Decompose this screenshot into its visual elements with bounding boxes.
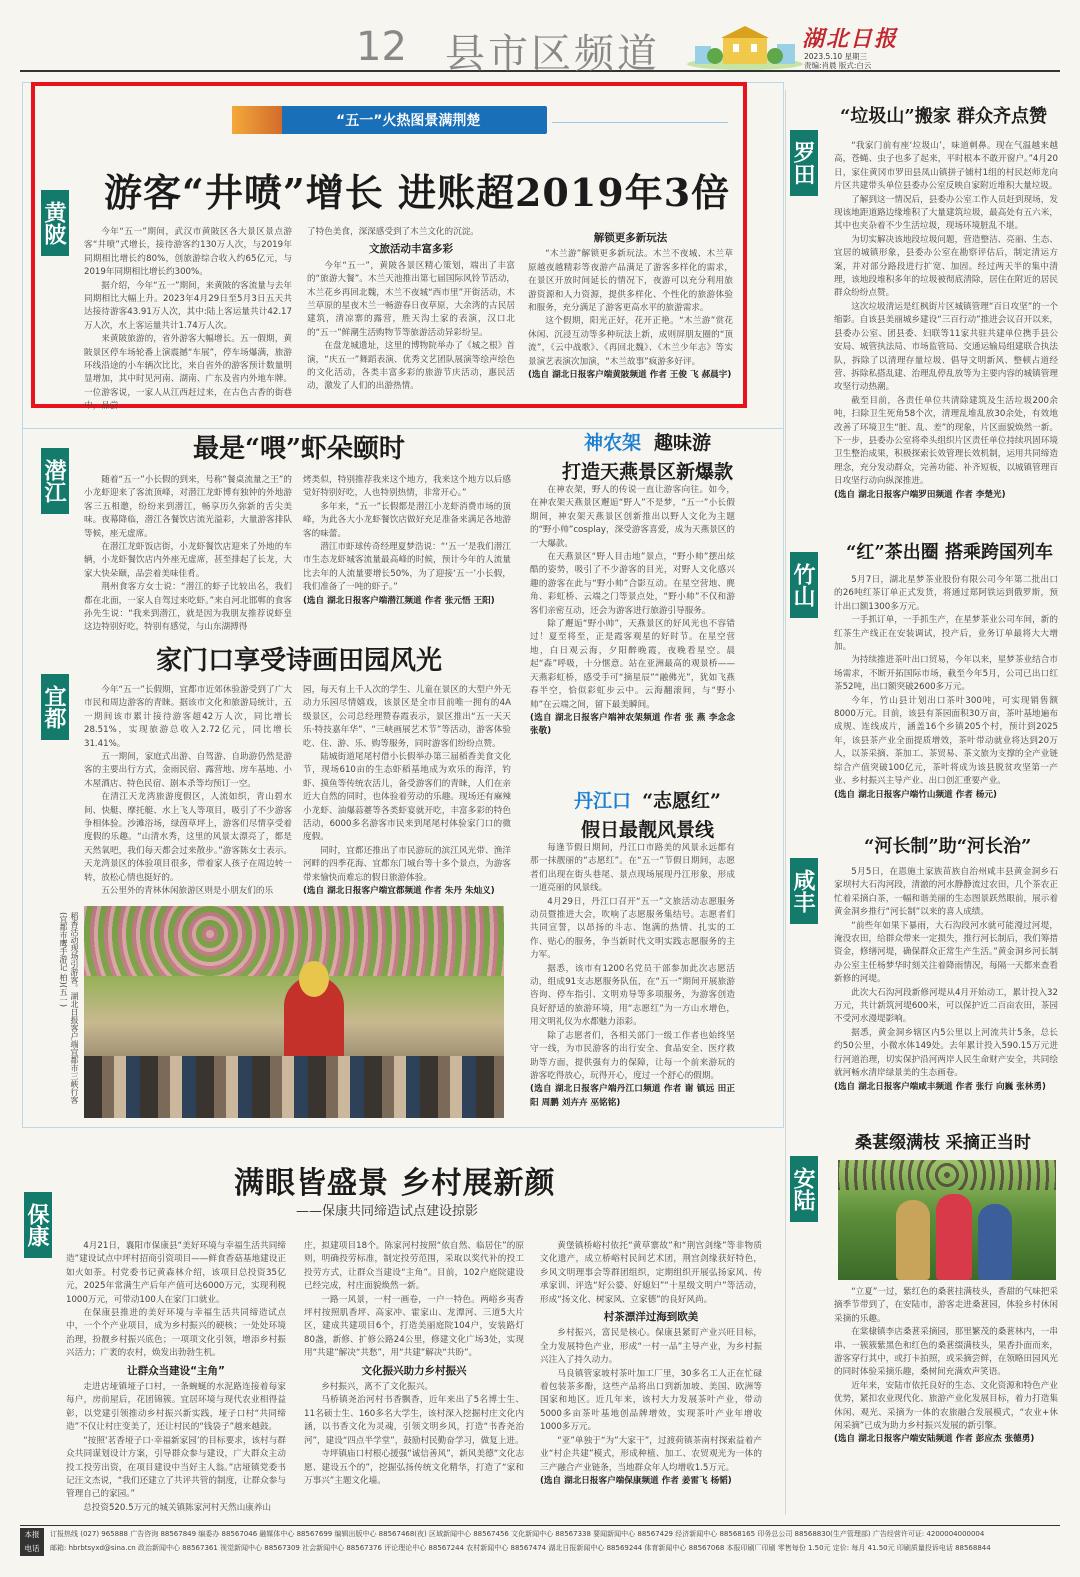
footer-contacts-row-1: 订报热线 (027) 965888 广告咨询 88567849 编委办 88567046 融媒体中心 88567699 编辑出版中心 88567468(夜) 区域新闻中心 88567456 文化新闻中心 88567338 要闻新闻中心 88567429 经济新闻中心 88568165 印务总公司 88568830(生产管理部) 广告经营许可证: 4200004000004	[50, 1530, 985, 1538]
shennongjia-headline	[540, 428, 755, 484]
headline-line-2: 假日最靓风景线	[580, 819, 714, 841]
subheading: 解锁更多新玩法	[593, 232, 668, 244]
paragraph: 了解到这一情况后，县委办公室工作人员赶到现场，发现该地距道路边缘堆积了大量建筑垃圾，最高处有五六米，其中也夹杂着不少生活垃圾，现场环境脏乱不堪。	[834, 194, 1058, 232]
paragraph: 为持续推进茶叶出口贸易，今年以来，星梦茶业结合市场需求，不断开拓国际市场，截至今年5月，公司已出口红茶52吨，出口额突破2600多万元。	[834, 655, 1058, 693]
credit-line: (选自 湖北日报客户端安陆频道 作者 彭应杰 张德勇)	[834, 1434, 1035, 1445]
subheading: 让群众当建设“主角”	[127, 1364, 225, 1377]
headline-text: “志愿红”	[642, 790, 721, 812]
credit-line: (选自 湖北日报客户端潜江频道 作者 张元悟 王阳)	[303, 595, 495, 606]
subheading: 文化振兴助力乡村振兴	[361, 1364, 467, 1377]
paragraph: 在棠棣镇李店桑葚采摘园，那里繁茂的桑葚林内，一串串、一簇簇紫黑色和红色的桑葚缀满枝头，果香扑面而来，游客穿行其中，或打卡拍照，或采摘尝鲜，在领略田园风光的同时体验采摘乐趣，桑树间充满欢声笑语。	[834, 1327, 1058, 1378]
county-label-baokang: 保康	[24, 1192, 52, 1258]
headline-text: 趣味游	[654, 432, 712, 454]
paragraph: 这次垃圾清运是红枫街片区城镇管理“百日攻坚”的一个缩影。自该县美丽城乡建设“三百行动”推进会议召开以来，县委办公室、团县委、妇联等11家共驻共建单位携手县公安局、城管执法局、市场监管局、交通运输局组建联合执法队，拆除了以清理存量垃圾、倡导文明新风、整顿占道经营、拆除私搭乱建、治理乱停乱放等为主要内容的城镇管理攻坚行动热潮。	[834, 301, 1058, 393]
paragraph: 除了志愿者们，各相关部门一级工作者也始终坚守一线，为市民游客的出行安全、食品安全、医疗救助等方面，提供强有力的保障，让每一个前来游玩的游客吃得放心，玩得开心，度过一个舒心的假期。	[530, 1030, 735, 1081]
paragraph: 陆城街道尾尾村借小长假举办第三届稻香美食文化节，现场610亩的生态虾稻基地成为欢乐的海洋，钓虾、摸鱼等传统农活儿，备受游客们的青睐，人们在亲近大自然的同时，也体验着劳动的乐趣。现场还有麻辣小龙虾、油爆蒜薹等各类虾宴就开吃，丰富多彩的特色活动，6000多名游客市民来到尾尾村体验家门口的微度假。	[303, 752, 511, 843]
paragraph: “按照‘茗香垭子口·幸福新家园’的目标要求，该村与群众共同谋划设计方案，引导群众参与建设，广大群众主动投工投劳出资，在项目建设中当好主人翁。”店垭镇党委书记汪文杰说，“我们还建立了共评共管的制度，让群众参与管理自己的家园。”	[66, 1435, 286, 1500]
baokang-headline: 满眼皆盛景 乡村展新颜	[234, 1166, 556, 1201]
paragraph: 今年“五一”，黄陂各景区精心策划，端出了丰富的“旅游大餐”。木兰天池推出第七届国际风铃节活动，木兰花乡再回北魏，木兰不夜城“西市里”开街活动，木兰草原的星夜木兰一畅游春日夜草原，大余湾的古民居建筑，清凉寨的露营，胜天沟土家的表演，汉口北的“五一”鲜潮生活购物节等旅游活动异彩纷呈。	[307, 260, 515, 338]
credit-line: (选自 湖北日报客户端神农架频道 作者 张 燕 李念念 张敬)	[530, 712, 735, 737]
footer-label-bottom: 电话	[24, 1544, 40, 1553]
qianjiang-headline: 最是“喂”虾朵颐时	[193, 434, 405, 464]
photo-performer-face	[299, 961, 329, 997]
luotian-headline: “垃圾山”搬家 群众齐点赞	[840, 106, 1047, 127]
paragraph: 5月5日，在恩施土家族苗族自治州咸丰县黄金洞乡石家坝村大石沟河段，清澈的河水静静流过农田，几个茶农正忙着采摘白茶，一幅和谐美丽的生态图景跃然眼前，展示着黄金洞乡推行“河长制”以来的喜人成绩。	[834, 867, 1058, 918]
paragraph: 乡村振兴，富民是核心。保康县紧盯产业兴旺目标，全力发展特色产业，形成“一村一品”主导产业，为乡村振兴注入了持久动力。	[540, 1328, 762, 1366]
subheading: 文旅活动丰富多彩	[369, 243, 453, 256]
paragraph: 每逢节假日期间，丹江口市路美的风景永远都有那一抹靓丽的“志愿红”。在“五一”节假日期间，志愿者们出现在街头巷尾、景点现场展现丹江形象，形成一道亮丽的风景线。	[530, 843, 735, 894]
paragraph: 这个假期，阳光正好，花开正艳。“木兰游”赏花休闲、沉浸互动等多种玩法上新，成则屏朋友圈的“顶流”，《云中战歌》、《再回北魏》、《木兰少年志》等实景演艺表演次加演，“木兰故事”疯游多好评。	[528, 316, 733, 367]
qianjiang-column-1	[84, 474, 292, 633]
paragraph: 寺坪镇庙口村根心援强“诚信善风”，新风美德“文化志愿、建设五个的”，挖掘弘扬传统文化精华，打造了“家和万事兴”主题文化墙。	[304, 1449, 524, 1486]
footer-contacts-row-2: 邮箱: hbrbtsyxd@sina.cn 政治新闻中心 88567361 视觉新闻中心 88567309 社会新闻中心 88567376 评论理论中心 88567244 农村新闻中心 88567474 湖北日报新闻中心 88569244 体育新闻中心 88567068 本报印刷厂印刷 零售每份 1.50元 定价: 每月 41.50元 印刷质量投诉电话 88568844	[50, 1544, 991, 1552]
paragraph: 黄堡镇桥峪村依托“黄草寨故”和“荆宫剑缘”等非物质文化遗产，成立桥峪村民间艺术团，荆宫剑缘获好特色，乡风文明理事会等群团组织，定期组织开展弘扬家风、传承家训、评选“好公婆、好媳妇”“十星级文明户”等活动，形成“扬文化、树家风、立家德”的良好风尚。	[540, 1241, 762, 1305]
paragraph: 截至目前，各责任单位共清除建筑及生活垃圾200余吨，扫除卫生死角58个次，清理乱堆乱放30余处，有效地改善了环境卫生“脏、乱、差”的现象，片区面貌焕然一新。下一步，县委办公室将牵头组织片区责任单位持续巩固环境卫生整治成果，积极探索长效管理长效机制，运用共同缔造理念，充分发动群众，完善功能、补齐短板，以城镇管理百日攻坚行动向纵深推进。	[834, 395, 1058, 487]
paragraph: 为切实解决该地段垃圾问题，营造整洁、亮丽、生态、宜居的城镇形象，县委办公室在勘察评估后，制定清运方案，并对部分路段进行扩宽、加固。经过两天半的集中清理，该地段堆积多年的垃圾被彻底清除，居住在附近的居民群众纷纷点赞。	[834, 234, 1058, 299]
zhushan-headline: “红”茶出圈 搭乘跨国列车	[846, 542, 1053, 563]
yidu-column-1	[84, 684, 292, 896]
paragraph: 今年“五一”长假期，宜都市近郊休验游受到了广大市民和周边游客的青睐。据该市文化和旅游局统计，五一期间该市累计接待游客超42万人次，同比增长28.51%，实现旅游总收入2.72亿元，同比增长31.41%。	[84, 685, 292, 749]
anlu-column	[834, 1286, 1058, 1518]
credit-line: (选自 湖北日报客户端保康频道 作者 姜雷飞 杨韬)	[540, 1475, 732, 1486]
anlu-children-photo	[838, 1160, 1056, 1280]
yidu-column-2	[303, 684, 511, 896]
yidu-photo-caption: 稻香活动现场引游客。湖北日报客户端宜都市三峡行客(宜都市鹰手游记 柏)(五一)	[59, 912, 79, 1104]
credit-line: (选自 湖北日报客户端罗田频道 作者 李楚光)	[834, 489, 1006, 500]
page-number: 12	[356, 24, 407, 70]
county-label-qianjiang: 潜江	[41, 448, 69, 514]
county-label-huangpi: 黄陂	[41, 190, 69, 256]
paragraph: 来黄陂旅游的，省外游客大幅增长。五一假期，黄陂景区停车场轮番上演震撼“车展”，停车场爆满，旅游环线沿途的小车辆次比比，来自省外的游客预计数量明显增加，其中时见河南、湖南、广东及省内外地车牌。一位游客说，一家人从江西赶过来，在古色古香的街巷中，品尝	[84, 334, 292, 412]
yidu-festival-photo	[84, 906, 504, 1118]
paragraph: 此次大石沟河段新修河堤从4月开始动工，累计投入32万元，共计新筑河堤600米，可以保护近二百亩农田，茶园不受河水漫堤影响。	[834, 987, 1058, 1025]
county-label-zhushan: 竹山	[790, 552, 818, 618]
paragraph: 今年“五一”期间，武汉市黄陂区各大景区景点游客“井喷”式增长，接待游客约130万人次，与2019年同期相比增长约80%，创旅游综合收入约65亿元，与2019年同期相比增长约300%。	[84, 227, 292, 278]
paragraph: 马桥镇尧治河村书香飘香，近年来出了5名博士生、11名硕士生、160多名大学生，该村深入挖掘村庄文化内涵，以书香文化为灵魂，引领文明乡风，打造“书香尧治河”，建设“四点半学堂”，鼓励村民勤奋学习，做复上进。	[304, 1395, 524, 1446]
page-header	[20, 20, 1060, 77]
yidu-headline: 家门口享受诗画田园风光	[156, 646, 443, 676]
paragraph: 今年，竹山县计划出口茶叶300吨，可实现销售额8000万元。目前，该县有茶园面积30万亩，茶叶基地遍布成规、连线成片，涵盖16个乡镇205个村，预计到2025年，该县茶产业全面提质增效，茶叶带动就业将达到20万人，以茶采摘、茶加工、茶贸易、茶文旅为支撑的全产业链综合产值突破100亿元，茶叶将成为该县脱贫攻坚第一产业、乡村振兴主导产业、出口创汇重要产业。	[834, 695, 1058, 787]
paragraph: 5月7日，湖北星梦茶业股份有限公司今年第二批出口的26吨红茶订单正式发货，将通过郑阿铁运到俄罗斯，预计出口额1300多万元。	[834, 575, 1058, 612]
paragraph: 近年来，安陆市依托良好的生态、文化资源和特色产业优势，紧扣农业现代化、旅游产业化发展目标，着力打造集休闲、观光、采摘为一体的农旅融合发展模式，“农业+休闲采摘”已成为助力乡村振兴发展的新引擎。	[834, 1380, 1058, 1432]
paragraph: 在天燕景区“野人目击地”景点，“野小帅”摆出炫酷的姿势，吸引了不少游客的目光，对野人文化感兴趣的游客在此与“野小帅”合影互动。在星空营地、麂角、彩虹桥、云端之门等景点处，“野小帅”不仅和游客们亲密互动，还会为游客进行旅游引导服务。	[530, 552, 735, 616]
page-footer	[20, 1525, 1060, 1560]
paragraph: 乡村振兴，离不了文化振兴。	[321, 1382, 433, 1393]
danjiangkou-headline	[540, 786, 755, 842]
photo-flowers	[84, 906, 504, 976]
photo-child-2	[936, 1194, 972, 1280]
paragraph: 烤类似，特别推荐我来这个地方，我来这个地方以后感觉好特别好吃，人也特别热情，非常开心。”	[303, 475, 511, 499]
city-skyline-illustration	[685, 24, 805, 70]
credit-line: (选自 湖北日报客户端竹山频道 作者 杨元)	[834, 789, 997, 800]
county-label-xianfeng: 咸丰	[790, 858, 818, 924]
paragraph: 4月29日，丹江口召开“五一”文旅活动志愿服务动员暨推进大会，吹响了志愿服务集结号。志愿者们共同宣誓，以昂扬的斗志、饱满的热情、扎实的工作、贴心的服务，争当新时代文明实践志愿服务的主力军。	[530, 896, 735, 961]
paragraph: 一路一风景，一村一画卷，一户一特色。两峪乡夷香坪村按照肌香坪、高家冲、霍家山、龙潭河、三道5大片区，建成共建项目6个，打造美丽庭院104户，安装路灯80盏，新修、扩修公路24公里，修建文化广场3处，实现用“共建”解决“共愁”，用“共建”解决“共盼”。	[304, 1294, 524, 1359]
paragraph: 据悉，黄金洞乡辖区内5公里以上河流共计5条，总长约50公里，小微水体149处。去年累计投入590.15万元进行河道治理，切实保护沿河两岸人民生命财产安全，共同绘就河畅水清岸绿景美的生态画卷。	[834, 1027, 1058, 1079]
huangpi-column-3	[528, 232, 733, 404]
headline-place-name: 丹江口	[574, 790, 632, 812]
county-label-anlu: 安陆	[790, 1156, 818, 1222]
editor-line: 责编:肖晨 版式:白云	[804, 61, 872, 70]
huangpi-column-1	[84, 226, 292, 412]
paragraph: 除了邂逅“野小帅”，天燕景区的好风光也不容错过！夏至将至，正是霞客观星的好时节。在星空营地，白日观云海，夕阳醉晚霞，夜晚看星空。晨起“森”呼吸，十分惬意。站在亚洲最高的观景桥——天燕彩虹桥，感受手可“摘星辰”“融佛光”，犹如飞燕春半空，恰似彩虹步云中。云海翻滚间，与“野小帅”在云端之间，留下最美瞬间。	[530, 619, 735, 710]
paragraph: 随着“五一”小长假的到来，号称“餐桌流量之王”的小龙虾迎来了客流顶峰，对潜江龙虾博有独钟的外地游客三五相邀，纷纷来到潜江，畅享历久弥新的舌尖美味。夜幕降临，潜江各餐饮店流光溢彩，大量游客排队等候，座无虚席。	[84, 475, 292, 539]
credit-line: (选自 湖北日报客户端咸丰频道 作者 张行 向巍 张林勇)	[834, 1081, 1046, 1092]
paragraph: “立夏”一过，紫红色的桑葚挂满枝头，香甜的气味把采摘季节带到了，在安陆市，游客走进桑葚园，体验乡村休闲采摘的乐趣。	[834, 1287, 1058, 1324]
banner	[232, 106, 547, 134]
paragraph: “亚”单独于“为”大家干”，过渡荷镇茶南村探索益着产业“村企共建”模式，形成种植、加工、农贸观光为一体的三产融合产业链条，当地群众年人均增收1.5万元。	[540, 1435, 762, 1473]
shennongjia-column	[530, 484, 735, 746]
baokang-column-1	[66, 1240, 286, 1518]
paragraph: 一手抓订单，一手抓生产，在星梦茶业公司车间，新的红茶生产线正在安装调试，投产后，业务订单最将大大增加。	[834, 615, 1058, 653]
huangpi-column-2	[307, 226, 515, 404]
lead-headline: 游客“井喷”增长 进账超2019年3倍	[104, 170, 731, 215]
danjiangkou-column	[530, 842, 735, 1120]
date-line: 2023.5.10 星期三	[804, 52, 868, 61]
paragraph: “木兰游”解锁更多新玩法。木兰不夜城、木兰草原越夜越精彩等夜游产品满足了游客多样化的需求，在景区开放时间延长的情况下，夜游可以充分利用旅游资源和人力资源，提供多样化、个性化的旅游体验和服务，充分满足了游客更高水平的旅游需求。	[528, 249, 733, 314]
section-title: 县市区频道	[445, 31, 660, 77]
paragraph: 据悉，该市有1200名党员干部参加此次志愿活动，组成91支志愿服务队伍，在“五一”期间开展旅游咨询、停车指引、文明劝导等多项服务，为游客创造良好舒适的旅游环境，用“志愿红”为一方山水增色，用文明礼仪为水都魅力添彩。	[530, 963, 735, 1028]
paragraph: “前些年如果下暴雨，大石沟段河水就可能漫过河堤，淹没农田，给群众带来一定损失，推行河长制后，我们筹措资金，修缮河堤，确保群众正常生产生活。”黄金洞乡河长制办公室主任杨梦华时刻关注着降雨情况，每隔一天都来查看新修的河堤。	[834, 920, 1058, 985]
headline-place-name: 神农架	[583, 432, 641, 454]
paragraph: 五公里外的青林休闲旅游区则是小朋友们的乐	[101, 886, 274, 897]
banner-title: “五一”火热图景满荆楚	[336, 113, 481, 129]
paragraph: 在神农架，野人的传说一直让游客向往。如今，在神农架天燕景区邂逅“野人”不是梦，“五一”小长假期间，神农架天燕景区创新推出以野人文化为主题的“野小帅”cosplay，深受游客喜爱，成为天燕景区的一大爆款。	[530, 485, 735, 549]
paragraph: 潜江市虾球传奇经理夏梦浩说：“‘五一’是我们潜江市生态龙虾城客流量最高峰的时候，预计今年的人流量比去年的人流量要增长50%，为了迎接‘五一’小长假，我们准备了一吨的虾子。”	[303, 542, 511, 593]
paragraph: 马良镇管家坡村茶叶加工厂里，30多名工人正在忙碌着包装茶多酚，这些产品将出口到新加坡、美国、欧洲等国家和地区。近几年来，该村大力发展茶叶产业，带动5000多亩茶叶基地创品牌增效，实现茶叶产业年增收1000多万元。	[540, 1368, 762, 1433]
zhushan-column	[834, 574, 1058, 802]
credit-line: (选自 湖北日报客户端黄陂频道 作者 王俊 飞 郝晨宇)	[528, 370, 732, 381]
footer-label-top: 本报	[24, 1530, 40, 1539]
footer-label	[20, 1528, 44, 1556]
banner-illustration	[232, 106, 282, 134]
baokang-column-3	[540, 1240, 762, 1518]
paragraph: 多年来，“五一”长假都是潜江小龙虾消费市场的顶峰，为此各大小龙虾餐饮店做好充足准备来满足各地游客的味蕾。	[303, 501, 511, 539]
anlu-headline: 桑葚缀满枝 采摘正当时	[855, 1133, 1031, 1153]
photo-crowd	[84, 1056, 504, 1118]
photo-child-3	[978, 1204, 1012, 1280]
headline-line-2: 打造天燕景区新爆款	[561, 461, 733, 483]
county-label-yidu: 宜都	[41, 674, 69, 740]
xianfeng-column	[834, 866, 1058, 1116]
paragraph: 庄，拟建项目18个。陈家河村按照“依自然、临居住”的原则，明确投劳标准，制定投劳范围，采取以奖代补的投工投劳方式，让群众当建设“主角”。目前，102户庭院建设已经完成，村庄面貌焕然一新。	[304, 1241, 524, 1292]
paragraph: 在盘龙城遗址，这里的博物院举办了《城之根》首演，“庆五一”舞蹈表演、优秀文艺团队展演等绘声绘色的文化活动，各类丰富多彩的旅游节庆活动，惠民活动，激发了人们的出游热情。	[307, 341, 515, 392]
paragraph: 据介绍，今年“五一”期间，来黄陂的客流量与去年同期相比大幅上升。2023年4月29日至5月3日五天共达接待游客43.91万人次，其中:陆上客运量共计42.17万人次，水上客运量共计1.74万人次。	[84, 280, 292, 331]
paragraph: 在保康县推进的美好环境与幸福生活共同缔造试点中，一个个产业项目，成为乡村振兴的硬核；一处处环境治理，扮靓乡村振兴底色；一项项文化引领，增添乡村振兴活力；广袤的农村，焕发出勃勃生机。	[66, 1308, 286, 1359]
photo-child-1	[896, 1200, 930, 1280]
paragraph: 了特色美食，深深感受到了木兰文化的沉淀。	[307, 227, 479, 237]
paragraph: 同时，宜都还推出了市民游玩的滨江风光带、渔洋河畔的四季花海、宜都东门城台等十多个景点，为游客带来愉快而难忘的假日旅游体验。	[303, 845, 511, 883]
paragraph: 荆州食客方女士说：“潜江的虾子比较出名，我们都在北面，一家人自驾过来吃虾。”来自河北邯郸的食客孙先生说：“我来到潜江，就是因为我朋友推荐说虾皇这边特别好吃，特别有感觉，与山东湖搏得	[84, 582, 292, 633]
paragraph: 五一期间，家庭式出游、自驾游、自助游仍然是游客的主要出行方式，金雨民宿、露营地、房车基地、小木屋酒店、特色民宿、剧本杀等均预订一空。	[84, 752, 292, 789]
photo-berries	[838, 1160, 1056, 1190]
paragraph: 在清江天龙湾旅游度假区，人流如织，青山碧水间、快艇、摩托艇、水上飞人等项目，吸引了不少游客争相体验。沙滩浴场，绿茵草坪上，游客们尽情享受着度假的乐趣。“山清水秀，这里的风景太漂亮了，都是天然氧吧，我们每天都会过来散步。”游客陈女士表示。天龙湾景区的体验项目很多，带着家人孩子在周边转一转，放松心情也挺好的。	[84, 792, 292, 883]
credit-line: (选自 湖北日报客户端宜都频道 作者 朱丹 朱灿义)	[303, 886, 495, 897]
baokang-column-2	[304, 1240, 524, 1518]
paragraph: 走进店垭镇垭子口村，一条蜿蜒的水泥路连接着每家每户，房前屋后，花团锦簇。宜居环境与现代农业相得益彰，以党建引领推动乡村振兴新实践，垭子口村“共同缔造”不仅让村庄变美了，还让村民的“钱袋子”越来越鼓。	[66, 1382, 286, 1433]
paragraph: 园，每天有上千人次的学生、儿童在景区的大型户外无动力乐园尽情嬉戏，该景区是全市目前唯一拥有的4A级景区，公司总经理赞春霞表示，景区推出“五一天天乐·特技嘉年华”、“三峡画展艺术节”等活动，游客体验吃、住、游、乐、购等服务，同时游客们纷纷点赞。	[303, 685, 511, 749]
paragraph: 4月21日，襄阳市保康县“美好环境与幸福生活共同缔造”建设试点中坪村招商引资项目——鲜食香菇基地建设正如火如荼。村党委书记黄森林介绍，该项目总投资35亿元，2025年常满生产后年产值可达6000万元，实现利税1000万元，可带动100人在家门口就业。	[66, 1241, 286, 1305]
subheading: 村茶漂洋过海到欧美	[603, 1311, 699, 1324]
credit-line: (选自 湖北日报客户端丹江口频道 作者 谢 镇远 田正阳 周鹏 刘卉卉 巫铭铭)	[530, 1084, 735, 1108]
banner-rule-right	[552, 122, 728, 123]
paragraph: 总投资520.5万元的城关镇陈家河村天然山康养山	[83, 1502, 272, 1513]
baokang-subheadline: ——保康共同缔造试点建设掠影	[296, 1204, 479, 1219]
sidebar-divider	[785, 90, 786, 1515]
paragraph: 在潜江龙虾饭店街，小龙虾餐饮店迎来了外地的车辆，小龙虾餐饮店内外座无虚席，甚至排起了长龙，大家大快朵颐，品尝着美味佳肴。	[84, 542, 292, 579]
paper-name-logo: 湖北日报	[802, 26, 899, 52]
paragraph: “我家门前有座‘垃圾山’，味道刺鼻。现在气温越来越高，苍蝇、虫子也多了起来，平时根本不敢开窗户。”4月20日，家住黄冈市罗田县凤山镇拼子铺村1组的村民赵师龙向片区共建带头单位县委办公室反映自家附近堆积大量垃圾。	[834, 141, 1058, 192]
luotian-column	[834, 140, 1058, 502]
qianjiang-column-2	[303, 474, 511, 614]
county-label-luotian: 罗田	[790, 130, 818, 196]
xianfeng-headline: “河长制”助“河长治”	[864, 836, 1032, 857]
